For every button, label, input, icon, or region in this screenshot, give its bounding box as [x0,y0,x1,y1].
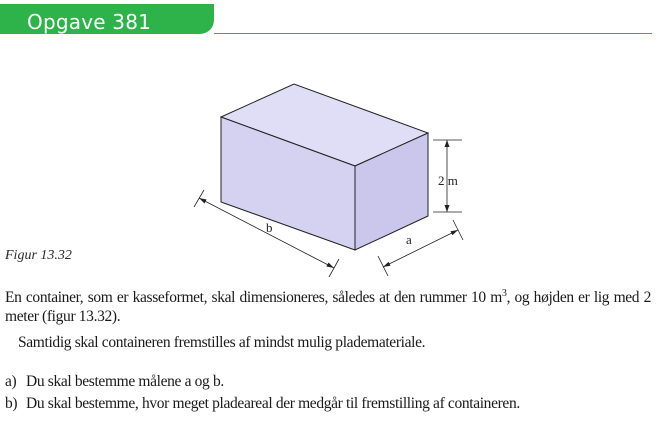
figure-caption: Figur 13.32 [5,248,72,263]
height-label: 2 m [438,173,458,188]
page-title: Opgave 381 [27,10,152,34]
width-label: a [406,232,412,247]
intro-text-part1: En container, som er kasseformet, skal dimensioneres, således at den rummer 10 m [5,289,502,306]
length-label: b [266,220,273,235]
intro-exponent: 3 [501,287,507,299]
question-b-text: Du skal bestemme, hvor meget pladeareal der medgår til fremstilling af containeren. [26,395,520,412]
question-b-marker: b) [5,395,18,412]
question-a [5,372,224,391]
second-paragraph: Samtidig skal containeren fremstilles af mindst mulig plademateriale. [18,334,426,351]
question-a-text: Du skal bestemme målene a og b. [26,373,224,390]
intro-text-part2: , og højden er lig med 2 meter (figur 13.32). [5,289,651,325]
question-b [5,394,520,413]
question-a-marker: a) [5,373,17,390]
intro-paragraph [5,288,651,326]
